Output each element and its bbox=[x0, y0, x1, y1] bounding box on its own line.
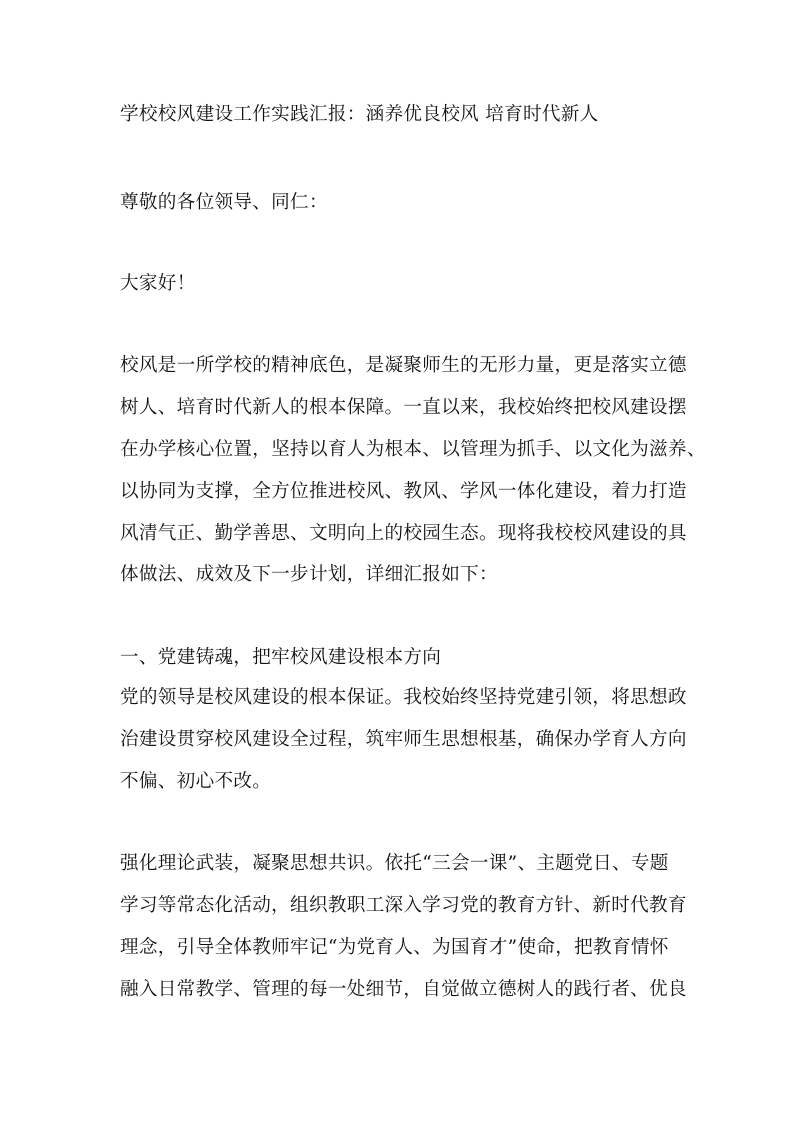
document-title: 学校校风建设工作实践汇报：涵养优良校风 培育时代新人 bbox=[120, 104, 599, 125]
salutation: 尊敬的各位领导、同仁： bbox=[120, 192, 328, 213]
section-heading: 一、党建铸魂，把牢校风建设根本方向 bbox=[120, 647, 442, 668]
intro-line: 体做法、成效及下一步计划，详细汇报如下： bbox=[120, 564, 498, 585]
subsection-line: 融入日常教学、管理的每一处细节，自觉做立德树人的践行者、优良 bbox=[120, 979, 687, 1000]
section-body-line: 党的领导是校风建设的根本保证。我校始终坚持党建引领，将思想政 bbox=[120, 687, 687, 708]
subsection-line: 学习等常态化活动，组织教职工深入学习党的教育方针、新时代教育 bbox=[120, 895, 687, 916]
section-body-line: 治建设贯穿校风建设全过程，筑牢师生思想根基，确保办学育人方向 bbox=[120, 729, 687, 750]
subsection-line: 强化理论武装，凝聚思想共识。依托“三会一课”、主题党日、专题 bbox=[120, 853, 669, 874]
intro-line: 以协同为支撑，全方位推进校风、教风、学风一体化建设，着力打造 bbox=[120, 481, 687, 502]
intro-line: 树人、培育时代新人的根本保障。一直以来，我校始终把校风建设摆 bbox=[120, 397, 687, 418]
intro-line: 风清气正、勤学善思、文明向上的校园生态。现将我校校风建设的具 bbox=[120, 523, 687, 544]
intro-line: 校风是一所学校的精神底色，是凝聚师生的无形力量，更是落实立德 bbox=[120, 355, 687, 376]
subsection-line: 理念，引导全体教师牢记“为党育人、为国育才”使命，把教育情怀 bbox=[120, 937, 669, 958]
greeting: 大家好！ bbox=[120, 273, 196, 294]
section-body-line: 不偏、初心不改。 bbox=[120, 771, 272, 792]
intro-line: 在办学核心位置，坚持以育人为根本、以管理为抓手、以文化为滋养、 bbox=[120, 439, 706, 460]
